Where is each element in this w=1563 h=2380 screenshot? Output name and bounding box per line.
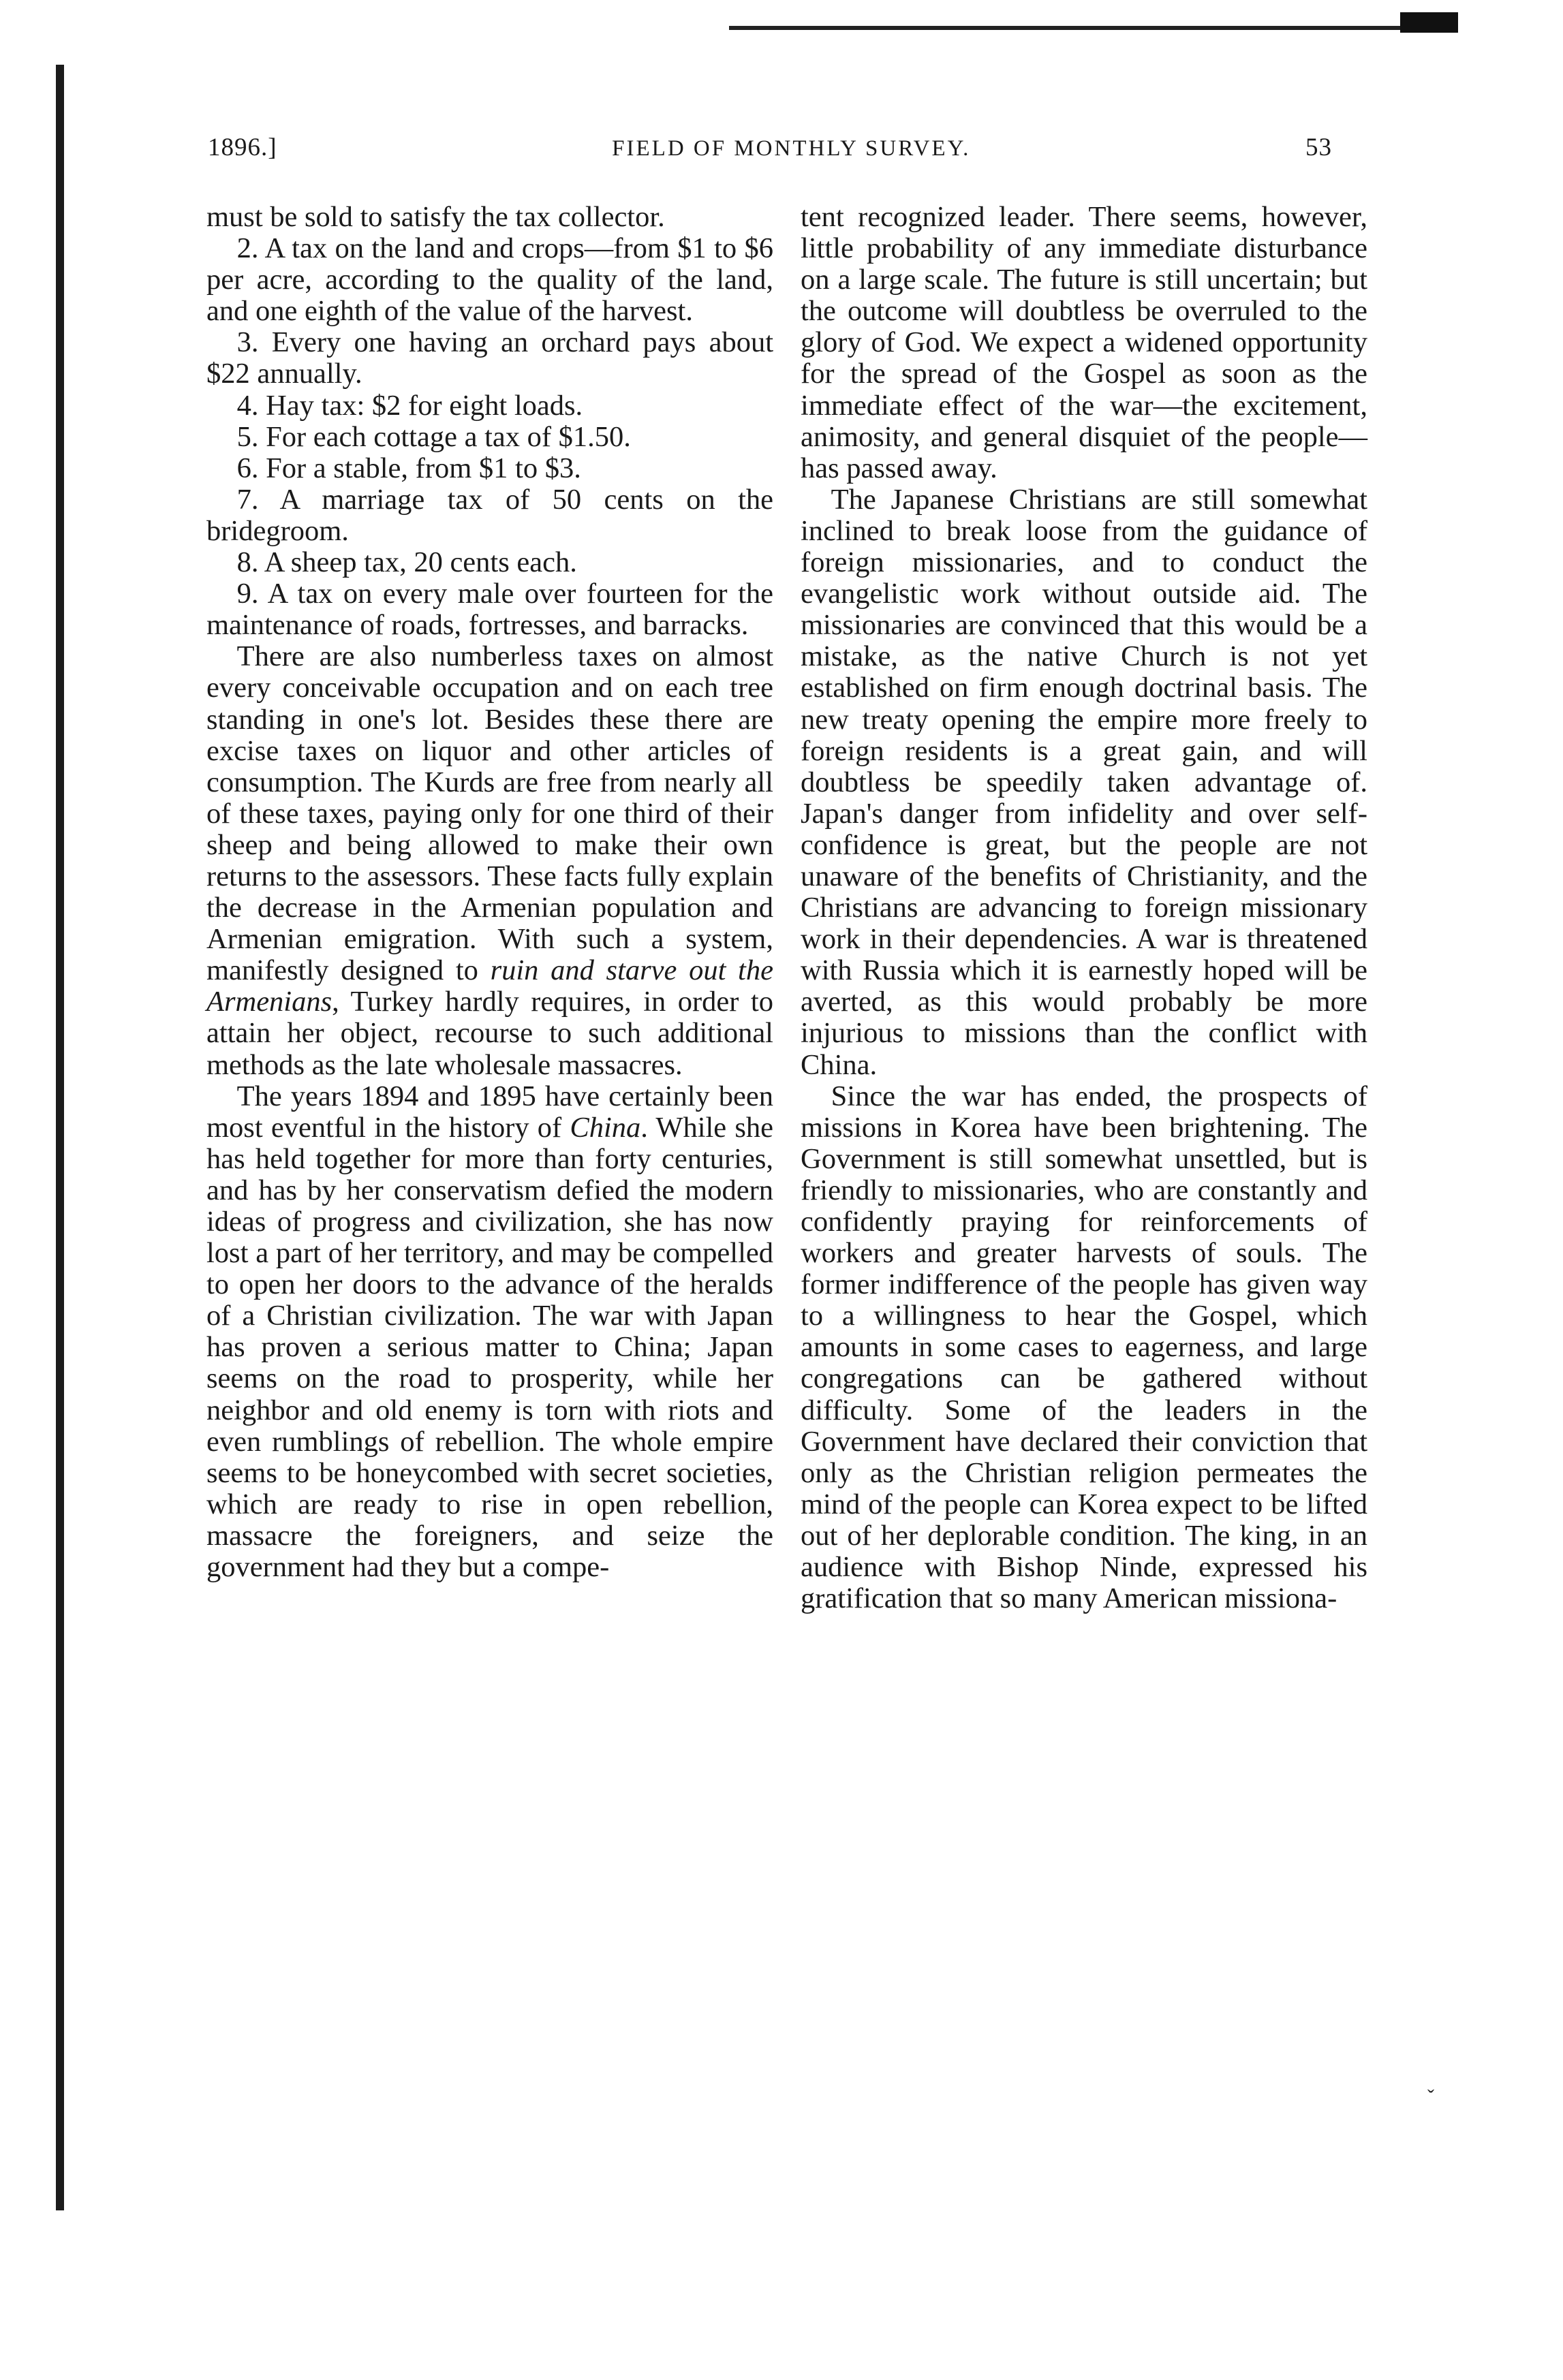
page-header [208,133,1332,174]
paragraph: 5. For each cottage a tax of $1.50. [236,420,631,453]
text-run: , Turkey hardly requires, in order to attain her object, recourse to such additional methods as the late wholesale massacres. [206,986,773,1081]
paragraph: 3. Every one having an orchard pays about $22 annually. [206,326,773,390]
text-run: The years 1894 and 1895 have certainly been most eventful in the history of [206,1080,773,1144]
right-column [801,202,1367,1614]
paragraph-china [206,1081,773,1584]
paragraph: 4. Hay tax: $2 for eight loads. [236,389,583,422]
left-border-rule [56,65,64,2210]
running-title: FIELD OF MONTHLY SURVEY. [612,136,971,161]
paragraph: tent recognized leader. There seems, however, little probability of any immediate disturbance on a large scale. The future is still uncertain; but the outcome will doubtless be overruled to the glory of God. We expect a widened opportunity for the spread of the Gospel as soon as the immediate effect of the war—the excitement, animosity, and general disquiet of the people—has passed away. [801,201,1367,484]
text-run: . While she has held together for more than forty centuries, and has by her conservatism defied the modern ideas of progress and civilization, she has now lost a part of her territory, and may be compelled to open her doors to the advance of the heralds of a Christian civilization. The war with Japan has proven a serious matter to China; Japan seems on the road to prosperity, while her neighbor and old enemy is torn with riots and even rumblings of rebellion. The whole empire seems to be honeycombed with secret societies, which are ready to rise in open rebellion, massacre the foreigners, and seize the government had they but a compe- [206,1111,773,1584]
paragraph: 6. For a stable, from $1 to $3. [236,452,581,484]
page-number: 53 [1305,134,1332,161]
italic-word: China [570,1111,641,1144]
paragraph-armenian-taxes [206,641,773,1080]
text-run: There are also numberless taxes on almost every conceivable occupation and on each tree standing in one's lot. Besides these there are excise taxes on liquor and other articles of consumption. The Kurds are free from nearly all of these taxes, paying only for one third of their sheep and being allowed to make their own returns to the assessors. These facts fully explain the decrease in the Armenian population and Armenian emigration. With such a system, manifestly designed to [206,640,773,987]
paragraph: 9. A tax on every male over fourteen for the maintenance of roads, fortresses, and barracks. [206,578,773,642]
paragraph: must be sold to satisfy the tax collector. [206,201,665,233]
header-year: 1896.] [208,134,277,161]
paragraph-japan: The Japanese Christians are still somewhat inclined to break loose from the guidance of foreign missionaries, and to conduct the evangelistic work without outside aid. The missionaries are convinced that this would be a mistake, as the native Church is not yet established on firm enough doctrinal basis. The new treaty opening the empire more freely to foreign residents is a great gain, and will doubtless be speedily taken advantage of. Japan's danger from infidelity and over self-confidence is great, but the people are not unaware of the benefits of Christianity, and the Christians are advancing to foreign missionary work in their dependencies. A war is threatened with Russia which it is earnestly hoped will be averted, as this would probably be more injurious to missions than the conflict with China. [801,483,1367,1081]
paragraph: 2. A tax on the land and crops—from $1 to $6 per acre, according to the quality of the land, and one eighth of the value of the harvest. [206,232,773,328]
paragraph: 7. A marriage tax of 50 cents on the bridegroom. [206,483,773,547]
paragraph: 8. A sheep tax, 20 cents each. [236,546,577,579]
margin-mark: ˇ [1427,2086,1434,2108]
italic-phrase: ruin and starve out the Armenians [206,954,773,1018]
top-border-rule [729,26,1458,30]
left-column [206,202,773,1583]
paragraph-korea: Since the war has ended, the prospects of missions in Korea have been brightening. The Government is still somewhat unsettled, but is friendly to missionaries, who are constantly and confidently praying for reinforcements of workers and greater harvests of souls. The former indifference of the people has given way to a willingness to hear the Gospel, which amounts in some cases to eagerness, and large congregations can be gathered without difficulty. Some of the leaders in the Government have declared their conviction that only as the Christian religion permeates the mind of the people can Korea expect to be lifted out of her deplorable condition. The king, in an audience with Bishop Ninde, expressed his gratification that so many American missiona- [801,1080,1367,1615]
